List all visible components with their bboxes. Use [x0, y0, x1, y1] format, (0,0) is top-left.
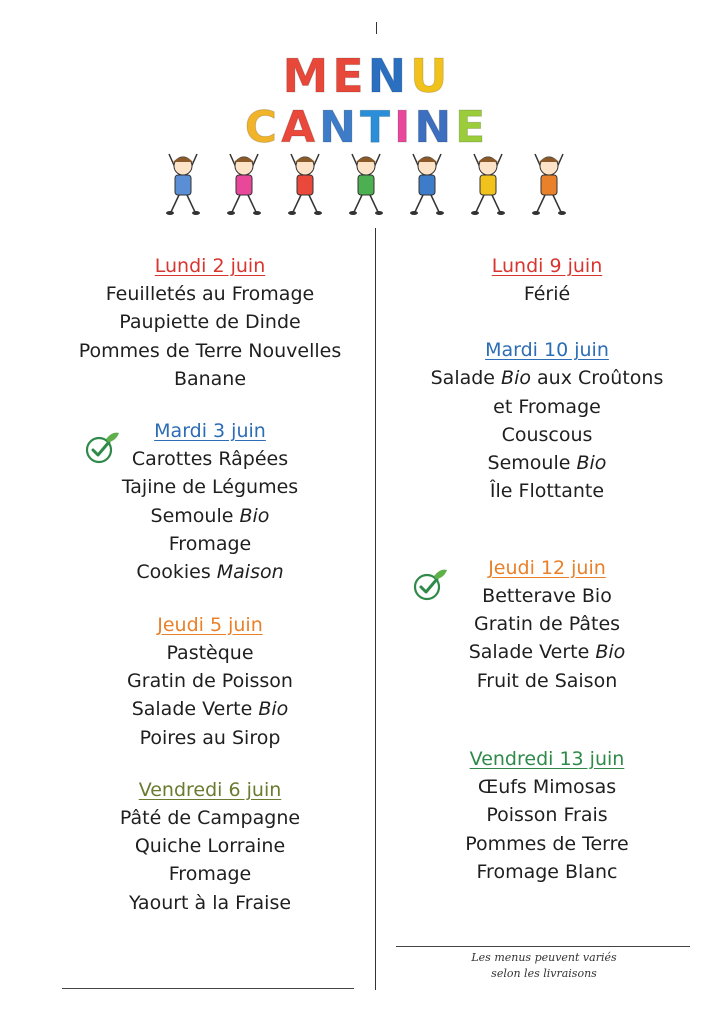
- day-title: Lundi 2 juin: [154, 255, 266, 277]
- dish-item: [40, 308, 380, 336]
- cantine-letter: T: [359, 102, 390, 153]
- day-block: [40, 611, 380, 752]
- child-figure: [288, 154, 322, 215]
- child-figure: [227, 154, 261, 215]
- dish-text: Bio: [576, 452, 607, 475]
- dish-text: Feuilletés au Fromage: [105, 283, 315, 305]
- cantine-letter: A: [281, 102, 316, 153]
- dish-text: Quiche Lorraine: [134, 835, 286, 858]
- dish-item: [40, 695, 380, 723]
- menu-letter: E: [332, 49, 364, 103]
- day-block: [40, 776, 380, 917]
- top-tick-mark: [376, 22, 377, 34]
- dish-text: Île Flottante: [489, 480, 605, 503]
- dish-text: Pâté de Campagne: [119, 806, 301, 829]
- child-figure: [471, 154, 505, 215]
- checkmark-leaf-icon: [84, 431, 120, 465]
- day-title: Lundi 9 juin: [491, 255, 603, 277]
- dish-item: [392, 638, 702, 666]
- child-figure: [532, 154, 566, 215]
- dish-text: Bio: [258, 698, 289, 721]
- dish-item: [392, 667, 702, 695]
- dish-text: Férié: [523, 283, 571, 305]
- dish-text: Fruit de Saison: [476, 669, 618, 692]
- dish-item: [40, 280, 380, 308]
- dish-item: [40, 724, 380, 752]
- dish-text: aux Croûtons: [531, 367, 664, 390]
- dish-text: Gratin de Pâtes: [473, 613, 621, 636]
- dish-item: [40, 889, 380, 917]
- footnote-line2: selon les livraisons: [491, 967, 597, 980]
- dish-text: Salade Verte: [131, 698, 259, 721]
- day-block: [40, 417, 380, 586]
- menu-letter: N: [367, 49, 407, 103]
- day-title: Vendredi 6 juin: [138, 778, 282, 801]
- dish-item: [392, 773, 702, 801]
- dish-text: Tajine de Légumes: [121, 476, 299, 499]
- dish-item: [40, 365, 380, 393]
- dish-item: [392, 421, 702, 449]
- child-figure: [166, 154, 200, 215]
- dish-text: Yaourt à la Fraise: [128, 891, 292, 914]
- cantine-letter: I: [393, 102, 411, 153]
- day-block: [392, 336, 702, 505]
- dish-text: Couscous: [501, 423, 593, 446]
- menu-letter: U: [410, 49, 448, 103]
- dish-item: [40, 667, 380, 695]
- dish-item: [40, 804, 380, 832]
- dish-text: Paupiette de Dinde: [119, 311, 301, 334]
- dish-item: [392, 449, 702, 477]
- dish-item: [392, 582, 702, 610]
- menu-letter: M: [282, 49, 329, 103]
- dish-text: Semoule: [150, 504, 240, 527]
- dish-item: [392, 610, 702, 638]
- left-column: [40, 252, 380, 941]
- dish-text: et Fromage: [493, 395, 601, 418]
- dish-text: Bio: [595, 641, 626, 664]
- dish-text: Œufs Mimosas: [477, 775, 617, 798]
- dish-text: Poisson Frais: [486, 804, 608, 827]
- dish-text: Carottes Râpées: [131, 448, 289, 471]
- menu-header: [150, 40, 580, 210]
- footnote-rule: [396, 946, 690, 947]
- dish-text: Bio: [501, 367, 531, 390]
- dish-text: Pastèque: [166, 641, 254, 664]
- day-title: Jeudi 5 juin: [157, 613, 263, 636]
- dish-text: Salade Verte: [468, 641, 596, 664]
- dish-item: [40, 530, 380, 558]
- bottom-rule: [62, 988, 354, 989]
- dish-text: Cookies: [136, 561, 217, 584]
- cantine-letter: C: [244, 102, 278, 153]
- dish-text: Poires au Sirop: [139, 726, 281, 749]
- dish-item: [392, 280, 702, 308]
- child-figure: [349, 154, 383, 215]
- dish-text: Pommes de Terre: [465, 832, 629, 855]
- children-illustration: [155, 150, 575, 220]
- child-figure: [410, 154, 444, 215]
- dish-item: [392, 477, 702, 505]
- dish-item: [392, 393, 702, 421]
- day-title: Vendredi 13 juin: [469, 747, 625, 770]
- day-title: Mardi 3 juin: [154, 420, 266, 443]
- dish-item: [40, 473, 380, 501]
- dish-item: [40, 832, 380, 860]
- dish-text: Maison: [216, 561, 284, 584]
- dish-item: [392, 830, 702, 858]
- dish-item: [40, 502, 380, 530]
- dish-text: Betterave Bio: [482, 584, 612, 607]
- dish-text: Pommes de Terre Nouvelles: [78, 339, 342, 362]
- title-cantine: [150, 102, 580, 154]
- day-title: Jeudi 12 juin: [488, 556, 606, 579]
- dish-item: [392, 858, 702, 886]
- dish-text: Bio: [239, 504, 270, 527]
- day-block: [392, 745, 702, 886]
- dish-item: [40, 337, 380, 365]
- dish-text: Salade: [430, 367, 502, 390]
- cantine-letter: N: [319, 102, 356, 153]
- title-menu: [150, 50, 580, 102]
- footnote-line1: Les menus peuvent variés: [471, 951, 617, 964]
- right-column: [392, 252, 702, 886]
- day-block: [392, 554, 702, 695]
- cantine-letter: E: [455, 102, 486, 153]
- dish-text: Fromage: [168, 533, 252, 556]
- day-block: [40, 252, 380, 393]
- dish-item: [392, 364, 702, 392]
- dish-text: Fromage Blanc: [476, 860, 618, 883]
- dish-item: [40, 445, 380, 473]
- footnote: [398, 950, 690, 982]
- dish-item: [392, 801, 702, 829]
- dish-item: [40, 558, 380, 586]
- dish-text: Gratin de Poisson: [127, 669, 293, 692]
- dish-text: Fromage: [168, 863, 252, 886]
- checkmark-leaf-icon: [412, 568, 448, 602]
- day-block: [392, 252, 702, 308]
- day-title: Mardi 10 juin: [485, 339, 609, 362]
- dish-item: [40, 860, 380, 888]
- dish-text: Banane: [173, 367, 247, 390]
- cantine-letter: N: [414, 102, 452, 153]
- dish-text: Semoule: [487, 452, 577, 475]
- dish-item: [40, 639, 380, 667]
